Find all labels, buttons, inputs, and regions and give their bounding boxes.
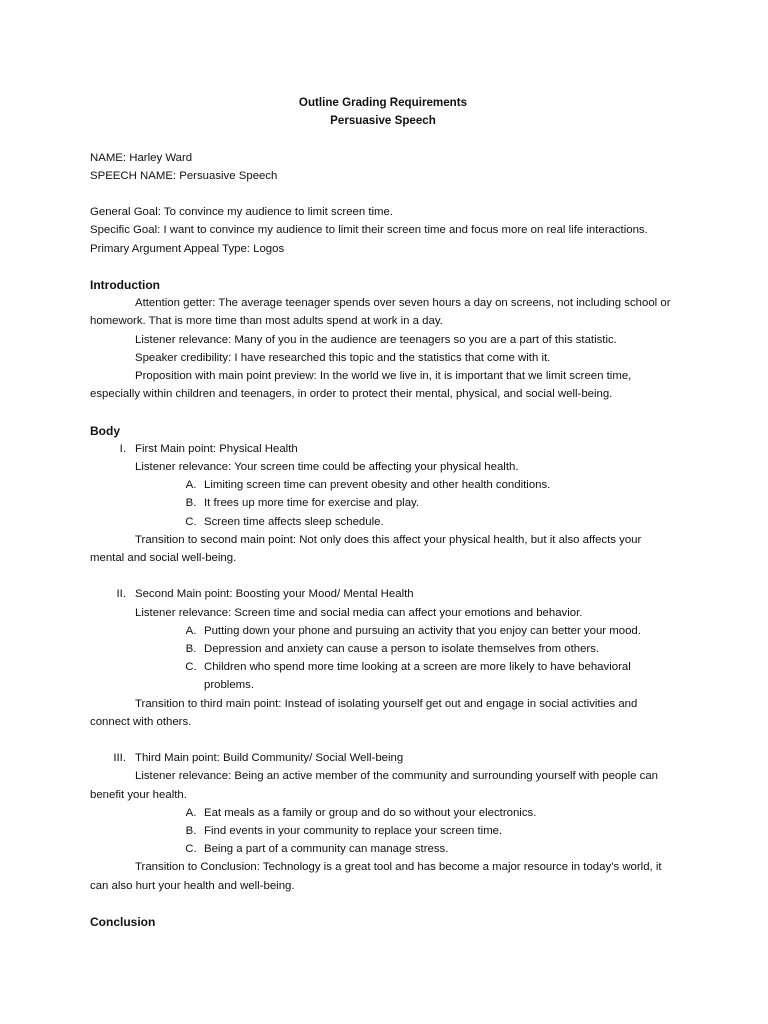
subpoint-letter: C.	[185, 661, 197, 674]
transition: Transition to second main point: Not only does this affect your physical health, but it also affects your mental and social well-being.	[90, 533, 642, 565]
document-title: Outline Grading Requirements	[298, 96, 468, 109]
subpoint-text: Screen time affects sleep schedule.	[204, 515, 384, 528]
subpoint	[90, 494, 676, 512]
specific-goal: Specific Goal: I want to convince my audience to limit their screen time and focus more on real life interactions.	[90, 224, 648, 237]
main-point-numeral: I.	[119, 442, 126, 455]
subpoint	[90, 822, 676, 840]
proposition: Proposition with main point preview: In the world we live in, it is important that we limit screen time, especially within children and teenagers, in order to protect their mental, physical, and social well-being.	[90, 370, 632, 401]
intro-listener-relevance: Listener relevance: Many of you in the audience are teenagers so you are a part of this statistic.	[135, 333, 617, 346]
subpoint	[90, 840, 676, 858]
subpoint-text: Putting down your phone and pursuing an activity that you enjoy can better your mood.	[204, 624, 641, 637]
subpoint-text: It frees up more time for exercise and play.	[204, 497, 420, 510]
main-point-title: Third Main point: Build Community/ Social Well-being	[135, 752, 404, 765]
main-point-numeral: II.	[116, 588, 126, 601]
subpoint	[90, 622, 676, 640]
subpoint-letter: B.	[185, 497, 197, 510]
main-point-2	[90, 585, 676, 603]
body-heading: Body	[90, 423, 120, 438]
subpoint-text: Children who spend more time looking at a screen are more likely to have behavioral problems.	[204, 661, 631, 692]
transition: Transition to Conclusion: Technology is a great tool and has become a major resource in today’s world, it can also hurt your health and well-being.	[90, 861, 662, 892]
subpoint-letter: A.	[185, 624, 197, 637]
subpoint-letter: C.	[185, 515, 197, 528]
conclusion-heading: Conclusion	[90, 915, 156, 930]
subpoint-letter: B.	[185, 825, 197, 838]
attention-getter: Attention getter: The average teenager spends over seven hours a day on screens, not including school or homework. That is more time than most adults spend at work in a day.	[90, 297, 671, 328]
general-goal: General Goal: To convince my audience to limit screen time.	[90, 206, 394, 219]
appeal-type: Primary Argument Appeal Type: Logos	[90, 242, 285, 255]
subpoint-text: Limiting screen time can prevent obesity and other health conditions.	[204, 479, 551, 492]
subpoint-letter: B.	[185, 643, 197, 656]
speech-name-line: SPEECH NAME: Persuasive Speech	[90, 169, 278, 182]
name-line: NAME: Harley Ward	[90, 151, 193, 164]
subpoint-letter: A.	[185, 479, 197, 492]
speaker-credibility: Speaker credibility: I have researched this topic and the statistics that come with it.	[135, 351, 551, 364]
document-body	[90, 94, 676, 931]
point-listener-relevance: Listener relevance: Being an active member of the community and surrounding yourself with people can benefit your health.	[90, 770, 658, 801]
subpoint-letter: A.	[185, 806, 197, 819]
subpoint-text: Eat meals as a family or group and do so without your electronics.	[204, 806, 537, 819]
point-listener-relevance: Listener relevance: Screen time and social media can affect your emotions and behavior.	[135, 606, 583, 619]
point-listener-relevance: Listener relevance: Your screen time could be affecting your physical health.	[135, 461, 519, 473]
main-point-title: First Main point: Physical Health	[135, 442, 298, 455]
subpoint	[90, 640, 676, 658]
subpoint-letter: C.	[185, 843, 197, 856]
subpoint	[90, 513, 676, 531]
introduction-heading: Introduction	[90, 277, 160, 292]
subpoint	[90, 804, 676, 822]
subpoint-text: Depression and anxiety can cause a person to isolate themselves from others.	[204, 643, 600, 656]
subpoint-text: Find events in your community to replace your screen time.	[204, 825, 503, 838]
subpoint-text: Being a part of a community can manage stress.	[204, 843, 449, 856]
subpoint	[90, 658, 676, 694]
main-point-title: Second Main point: Boosting your Mood/ Mental Health	[135, 588, 414, 601]
main-point-3	[90, 749, 676, 767]
transition: Transition to third main point: Instead of isolating yourself get out and engage in social activities and connect with others.	[90, 697, 638, 728]
subpoint	[90, 476, 676, 494]
document-subtitle: Persuasive Speech	[330, 114, 436, 128]
main-point-1	[90, 440, 676, 458]
main-point-numeral: III.	[113, 752, 126, 765]
